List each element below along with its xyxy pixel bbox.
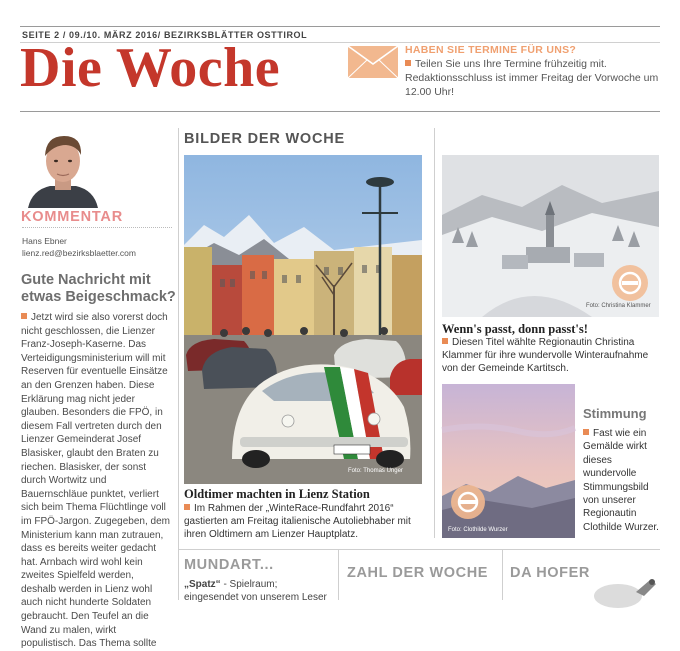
termine-body: Teilen Sie uns Ihre Termine frühzeitig mit. Redaktionsschluss ist immer Freitag der Vorwoche um 12.00 Uhr! — [405, 58, 659, 98]
da-hofer-title: DA HOFER — [510, 565, 590, 581]
oldtimer-photo — [184, 155, 422, 484]
masthead-title: Die Woche — [20, 37, 281, 99]
winter-photo — [442, 155, 659, 317]
termine-heading: HABEN SIE TERMINE FÜR UNS? — [405, 44, 577, 56]
mundart-title: MUNDART... — [184, 557, 274, 573]
author-name: Hans Ebner — [22, 236, 67, 246]
winter-caption-text: Diesen Titel wählte Regionautin Christina Klammer für ihre wundervolle Winteraufnahme von der Gemeinde Kartitsch. — [442, 337, 649, 374]
author-email: lienz.red@bezirksblaetter.com — [22, 248, 136, 258]
stimmung-caption-text: Fast wie ein Gemälde wirkt dieses wundervolle Stimmungsbild von unserer Regionautin Clothilde Wurzer. — [583, 428, 659, 533]
stimmung-photo — [442, 384, 575, 538]
bullet-square-icon — [442, 338, 448, 344]
winter-caption — [442, 337, 660, 375]
oldtimer-caption — [184, 503, 429, 541]
author-info — [22, 235, 136, 259]
bottom-rule — [178, 549, 660, 550]
oldtimer-photo-credit: Foto: Thomas Unger — [348, 468, 403, 474]
issue-line: SEITE 2 / 09./10. MÄRZ 2016/ BEZIRKSBLÄTTER OSTTIROL — [22, 30, 308, 40]
mundart-definition: - Spielraum; eingesendet von unserem Leser — [184, 579, 327, 603]
kommentar-headline: Gute Nachricht mit etwas Beigeschmack? — [21, 272, 176, 305]
stimmung-title: Stimmung — [583, 406, 647, 421]
envelope-icon — [348, 46, 398, 78]
winter-caption-title: Wenn's passt, donn passt's! — [442, 322, 588, 336]
bullet-square-icon — [405, 60, 411, 66]
column-divider-left — [178, 128, 179, 600]
termine-text — [405, 57, 660, 99]
zahl-der-woche-title: ZAHL DER WOCHE — [347, 565, 489, 581]
oldtimer-caption-text: Im Rahmen der „WinteRace-Rundfahrt 2016“ gastierten am Freitag italienische Autoliebhaber mit ihren Oldtimern am Lienzer Hauptplatz. — [184, 503, 411, 540]
bottom-divider-2 — [502, 549, 503, 600]
column-divider-right — [434, 128, 435, 538]
top-rule — [20, 26, 660, 27]
bullet-square-icon — [184, 504, 190, 510]
header-bottom-rule — [20, 111, 660, 112]
bullet-square-icon — [583, 429, 589, 435]
stimmung-caption — [583, 427, 663, 534]
bilder-section-title: BILDER DER WOCHE — [184, 131, 346, 147]
hofer-illustration — [592, 574, 662, 600]
kommentar-divider — [22, 227, 172, 228]
kommentar-body — [21, 311, 171, 650]
mundart-term: „Spatz“ — [184, 579, 221, 590]
stimmung-photo-credit: Foto: Clothilde Wurzer — [448, 527, 508, 533]
bottom-divider-1 — [338, 549, 339, 600]
bullet-square-icon — [21, 313, 27, 319]
oldtimer-caption-title: Oldtimer machten in Lienz Station — [184, 487, 370, 501]
kommentar-label: KOMMENTAR — [21, 209, 123, 225]
mundart-entry — [184, 578, 334, 604]
winter-photo-credit: Foto: Christina Klammer — [586, 303, 651, 309]
author-portrait — [22, 128, 104, 208]
kommentar-body-text: Jetzt wird sie also vorerst doch nicht geschlossen, die Lienzer Franz-Joseph-Kaserne. Das Verteidigungsministerium will mit Reserven für eventuelle Einsätze an den Grenzen haben. Diese Erklärung mag nicht jeder glauben. Besonders die FPÖ, in diesem Fall vertreten durch den Lienzer Gemeinderat Josef Blasisker, glaubt den Braten zu riechen. Blasisker, der sonst durch Wortwitz und Bauernschläue punktet, verliert sich beim Thema Flüchtlinge voll im FPÖ-Jargon. Zugegeben, dem Ministerium kann man zutrauen, dass es bereits weiter gedacht hat. Arnbach wird wohl kein zweites Spielfeld werden, deshalb werden in Lienz wohl auch nicht hunderte Soldaten gebraucht. Den Teufel an die Wand zu malen, wirkt populistisch. Das Thema sollte — [21, 312, 170, 650]
